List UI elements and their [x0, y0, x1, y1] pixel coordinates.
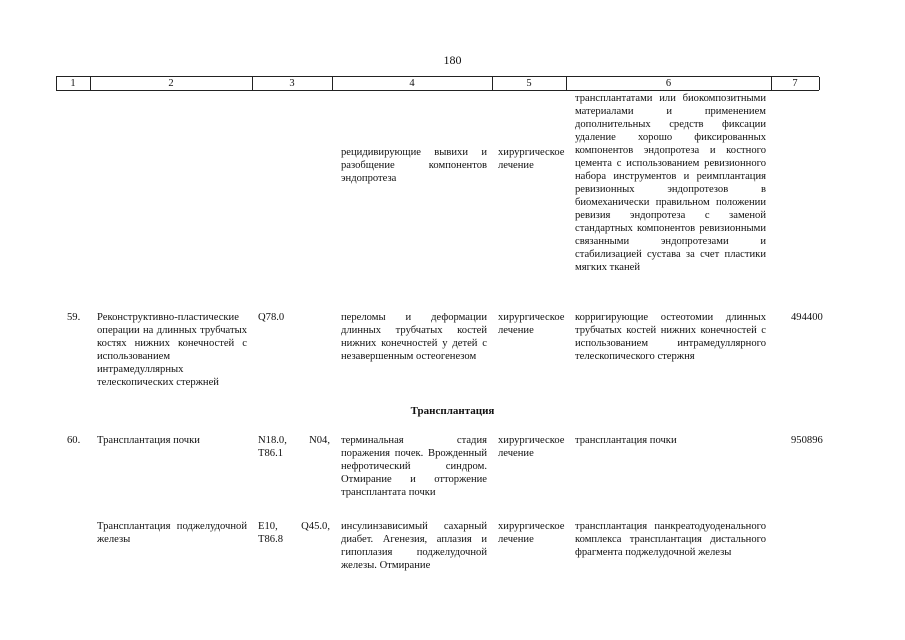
col-header-2: 2 — [168, 78, 174, 89]
col-header-7: 7 — [792, 78, 798, 89]
section-title: Трансплантация — [410, 405, 495, 417]
row59-number: 59. — [67, 312, 81, 323]
row61-code: E10, Q45.0, T86.8 — [258, 521, 330, 545]
row60-method: трансплантация почки — [575, 435, 677, 446]
row61-method: трансплантация панкреатодуоденального комплекса трансплантация дистального фрагмента поджелудочной железы — [575, 521, 766, 558]
col-header-3: 3 — [289, 78, 295, 89]
row61-treatment: хирургическое лечение — [498, 521, 565, 545]
row59-treatment: хирургическое лечение — [498, 312, 565, 336]
row59-diagnosis: переломы и деформации длинных трубчатых костей нижних конечностей у детей с незавершенным остеогенезом — [341, 312, 487, 362]
row59-code: Q78.0 — [258, 312, 285, 323]
cont-treatment: хирургическое лечение — [498, 147, 565, 171]
col-header-1: 1 — [70, 78, 76, 89]
cont-diagnosis: рецидивирующие вывихи и разобщение компонентов эндопротеза — [341, 147, 487, 184]
row59-method: корригирующие остеотомии длинных трубчатых костей нижних конечностей с использованием интрамедуллярного телескопического стержня — [575, 312, 766, 362]
row60-cost: 950896 — [791, 435, 823, 446]
row60-name: Трансплантация почки — [97, 435, 200, 446]
col-header-6: 6 — [665, 78, 672, 89]
row60-code: N18.0, N04, T86.1 — [258, 435, 330, 459]
row61-diagnosis: инсулинзависимый сахарный диабет. Агенезия, аплазия и гипоплазия поджелудочной железы. Отмирание — [341, 521, 487, 571]
row61-name: Трансплантация поджелудочной железы — [97, 521, 247, 545]
table-header — [56, 76, 819, 91]
col-header-4: 4 — [409, 78, 415, 89]
row60-number: 60. — [67, 435, 81, 446]
row59-cost: 494400 — [791, 312, 823, 323]
col-header-5: 5 — [526, 78, 532, 89]
page-number: 180 — [443, 53, 462, 67]
cont-method: трансплантатами или биокомпозитными материалами и применением дополнительных средств фиксации удаление хорошо фиксированных компонентов эндопротеза и костного цемента с использованием ревизионного набора инструментов и реимплантация ревизионных эндопротезов в биомеханически правильном положении ревизия эндопротеза с заменой стандартных компонентов ревизионными связанными эндопротезами и стабилизацией сустава за счет пластики мягких тканей — [575, 93, 766, 273]
row59-name: Реконструктивно-пластические операции на длинных трубчатых костях нижних конечностей с использованием интрамедуллярных телескопических стержней — [97, 312, 247, 388]
row60-diagnosis: терминальная стадия поражения почек. Врожденный нефротический синдром. Отмирание и отторжение трансплантата почки — [341, 435, 487, 498]
row60-treatment: хирургическое лечение — [498, 435, 565, 459]
